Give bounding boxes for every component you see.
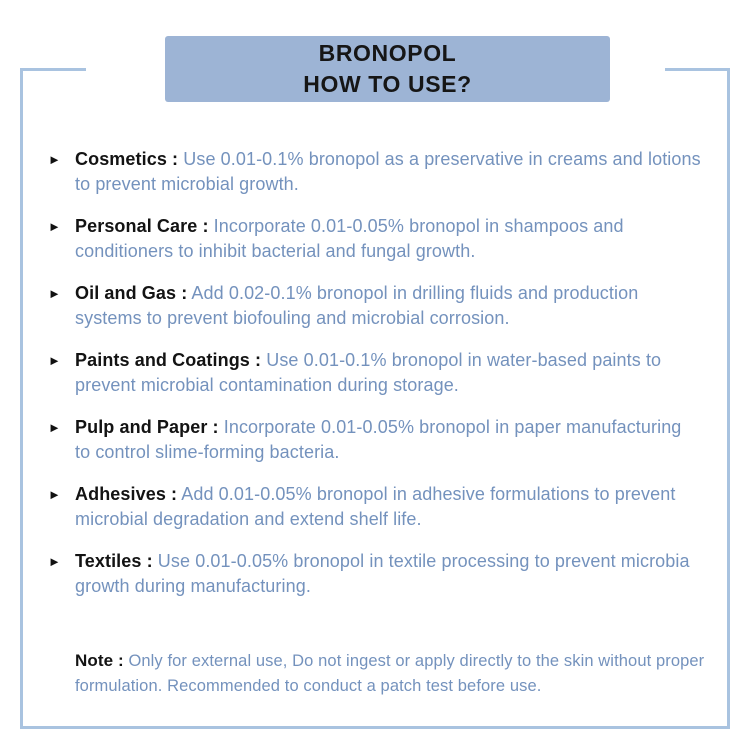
bullet-text — [75, 281, 638, 331]
bullet-line1: Use 0.01-0.1% bronopol in water-based paints to — [261, 350, 662, 370]
bullet-label: Pulp and Paper : — [75, 417, 219, 437]
bullet-item — [48, 415, 718, 465]
right-pointer-icon: ► — [48, 487, 61, 502]
bullet-label: Textiles : — [75, 551, 153, 571]
note-label: Note : — [75, 651, 124, 670]
bullet-item — [48, 281, 718, 331]
bullet-line1: Add 0.01-0.05% bronopol in adhesive formulations to prevent — [177, 484, 676, 504]
right-pointer-icon: ► — [48, 286, 61, 301]
page-title-line1: BRONOPOL — [318, 40, 457, 66]
bullet-item — [48, 549, 718, 599]
bullet-text — [75, 482, 675, 532]
bullet-text — [75, 549, 690, 599]
right-pointer-icon: ► — [48, 420, 61, 435]
bullet-label: Paints and Coatings : — [75, 350, 262, 370]
bullet-label: Oil and Gas : — [75, 283, 188, 303]
bullet-line2: prevent microbial contamination during storage. — [75, 375, 459, 395]
bullet-label: Personal Care : — [75, 216, 209, 236]
bullet-line2: conditioners to inhibit bacterial and fungal growth. — [75, 241, 476, 261]
bullet-line2: microbial degradation and extend shelf life. — [75, 509, 422, 529]
right-pointer-icon: ► — [48, 554, 61, 569]
bullet-list — [48, 147, 718, 616]
bullet-line2: growth during manufacturing. — [75, 576, 311, 596]
bullet-item — [48, 348, 718, 398]
bullet-label: Adhesives : — [75, 484, 178, 504]
right-pointer-icon: ► — [48, 219, 61, 234]
title-box — [165, 36, 610, 102]
bullet-line1: Use 0.01-0.1% bronopol as a preservative in creams and lotions — [178, 149, 701, 169]
bullet-text — [75, 214, 624, 264]
bullet-item — [48, 147, 718, 197]
note-line2: formulation. Recommended to conduct a patch test before use. — [75, 677, 542, 695]
page-title-line2: HOW TO USE? — [303, 71, 472, 97]
bullet-text — [75, 415, 681, 465]
right-pointer-icon: ► — [48, 152, 61, 167]
bullet-line1: Add 0.02-0.1% bronopol in drilling fluids and production — [187, 283, 639, 303]
right-pointer-icon: ► — [48, 353, 61, 368]
bullet-line1: Incorporate 0.01-0.05% bronopol in shampoos and — [208, 216, 624, 236]
bullet-text — [75, 348, 661, 398]
bullet-text — [75, 147, 701, 197]
bullet-line1: Incorporate 0.01-0.05% bronopol in paper manufacturing — [218, 417, 682, 437]
bullet-line1: Use 0.01-0.05% bronopol in textile processing to prevent microbia — [152, 551, 690, 571]
note-block — [75, 648, 720, 699]
bullet-label: Cosmetics : — [75, 149, 179, 169]
bullet-item — [48, 214, 718, 264]
bullet-line2: to prevent microbial growth. — [75, 174, 299, 194]
note-line1: Only for external use, Do not ingest or apply directly to the skin without proper — [128, 652, 705, 670]
bullet-line2: systems to prevent biofouling and microbial corrosion. — [75, 308, 510, 328]
bullet-item — [48, 482, 718, 532]
bullet-line2: to control slime-forming bacteria. — [75, 442, 340, 462]
